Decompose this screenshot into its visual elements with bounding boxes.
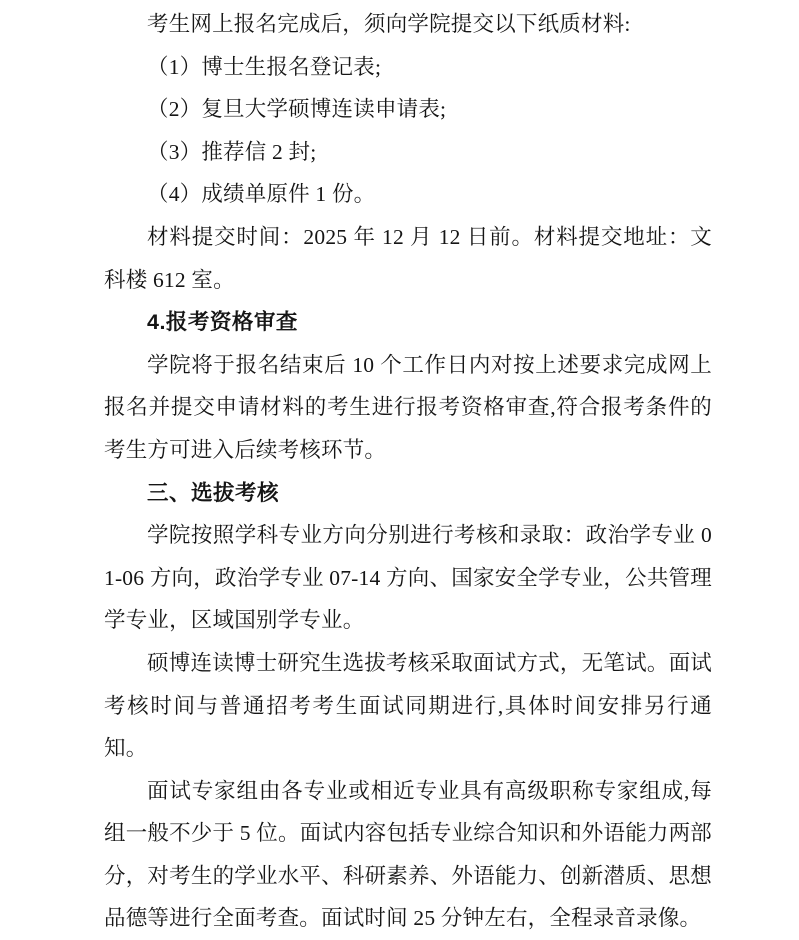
paragraph-assessment-by-major: 学院按照学科专业方向分别进行考核和录取：政治学专业 01-06 方向，政治学专业 07-14 方向、国家安全学专业，公共管理学专业，区域国别学专业。 — [104, 523, 712, 633]
paragraph-materials-intro: 考生网上报名完成后，须向学院提交以下纸质材料: — [147, 12, 631, 36]
heading-qualification-review: 4.报考资格审查 — [147, 310, 298, 335]
list-item-recommendation-letters: （3）推荐信 2 封; — [147, 139, 317, 164]
paragraph-interview-format: 硕博连读博士研究生选拔考核采取面试方式，无笔试。面试考核时间与普通招考考生面试同期进行,具体时间安排另行通知。 — [104, 650, 712, 761]
list-item-application-form: （2）复旦大学硕博连读申请表; — [147, 97, 447, 122]
paragraph-interview-panel: 面试专家组由各专业或相近专业具有高级职称专家组成,每组一般不少于 5 位。面试内容包括专业综合知识和外语能力两部分，对考生的学业水平、科研素养、外语能力、创新潜质、思想品德等进行全面考查。面试时间 25 分钟左右，全程录音录像。 — [104, 778, 713, 931]
list-item-registration-form: （1）博士生报名登记表; — [147, 54, 382, 79]
paragraph-submission-time-address: 材料提交时间：2025 年 12 月 12 日前。材料提交地址：文科楼 612 室。 — [104, 224, 712, 292]
heading-selection-assessment: 三、选拔考核 — [147, 480, 280, 505]
list-item-transcript-original: （4）成绩单原件 1 份。 — [147, 182, 376, 207]
paragraph-qualification-review-detail: 学院将于报名结束后 10 个工作日内对按上述要求完成网上报名并提交申请材料的考生进行报考资格审查,符合报考条件的考生方可进入后续考核环节。 — [104, 352, 712, 462]
